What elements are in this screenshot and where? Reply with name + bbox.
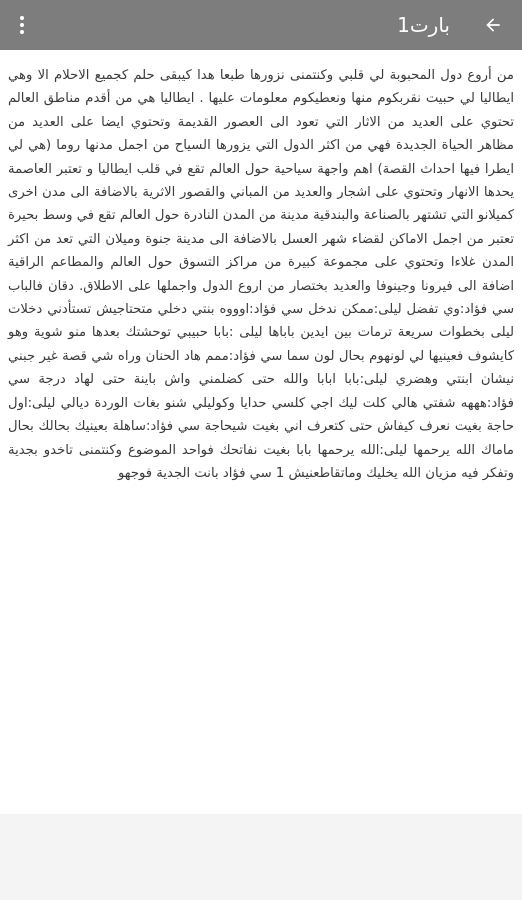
page-title: بارت1 (397, 13, 450, 37)
story-text: من أروع دول المحبوبة لي قلبي وكنتمنى نزورها طبعا هدا كيبقى حلم كجميع الاحلام الا وهي ايطاليا لي حبيت نقربكوم منها ونعطيكوم معلومات عليها . ايطاليا هي من أقدم مناطق العالم تحتوي على العديد من الاثار التي تعود الى العصور القديمة وتحتوي ايضا على العديد من مظاهر الحياة الجديدة فهي من اكثر الدول التي يزورها السياح من اجمل مدنها روما (هي لي ايطرا فيها احداث القصة) اهم واجهة سياحية حول العالم تقع في قلب ايطاليا و تعتبر العاصمة يحدها الانهار وتحتوي على اشجار والعديد من المباني والقصور الاثرية بالاضافة الى مدن اخرى كميلانو التي تشتهر بالصناعة والبندقية مدينة من المدن النادرة حول العالم تقع في وسط بحيرة تعتبر من اجمل الاماكن لقضاء شهر العسل بالاضافة الى مدينة جنوة وميلان التي تعد من اكثر المدن غلاءا وتحتوي على مجموعة كبيرة من مراكز التسوق حول العالم والمطاعم الراقية اضافة الى فيرونا وجينوفا والعديد بختصار من اروع الدول واجملها على الاطلاق. دقان فالباب سي فؤاد:وي تفضل ليلى:ممكن ندخل سي فؤاد:اوووه بنتي دخلي متحتاجيش تستأدني دخلات ليلى بخطوات سريعة ترمات بين ايدين باباها ليلى :بابا حبيبي توحشتك بعدها منو شوية وهو كايشوف فعينيها لي لونهوم بحال لون سما سي فؤاد:ممم هاد الحنان وراه شي قصة غير جبني نيشان ابنتي وهضري ليلى:بابا ابابا والله حتى كضلمني واش باينة حتى لهاد درجة سي فؤاد:هههه شفتي هالي كلت ليك اجي كلسي حدايا وكوليلي شنو بغات الوردة ديالي ليلى:اول حاجة بغيت نعرف كيفاش حتى كتعرف اني بغيت شيحاجة سي فؤاد:ساهلة بعينيك بحالك بحال ماماك الله يرحمها ليلى:الله يرحمها بابا بغيت نفاتحك فواحد الموضوع وكنتمنى تاخدو بجدية وتفكر فيه مزيان الله يخليك وماتقاطعنيش 1 سي فؤاد بانت الجدية فوجهو (8, 68, 514, 481)
story-content-area[interactable] (0, 50, 522, 814)
app-bar-title-group (397, 12, 522, 38)
arrow-left-icon (483, 15, 503, 35)
back-button[interactable] (480, 12, 506, 38)
bottom-blank-area (0, 814, 522, 900)
overflow-menu-button[interactable] (0, 0, 44, 50)
more-vert-icon (20, 16, 24, 34)
app-bar (0, 0, 522, 50)
